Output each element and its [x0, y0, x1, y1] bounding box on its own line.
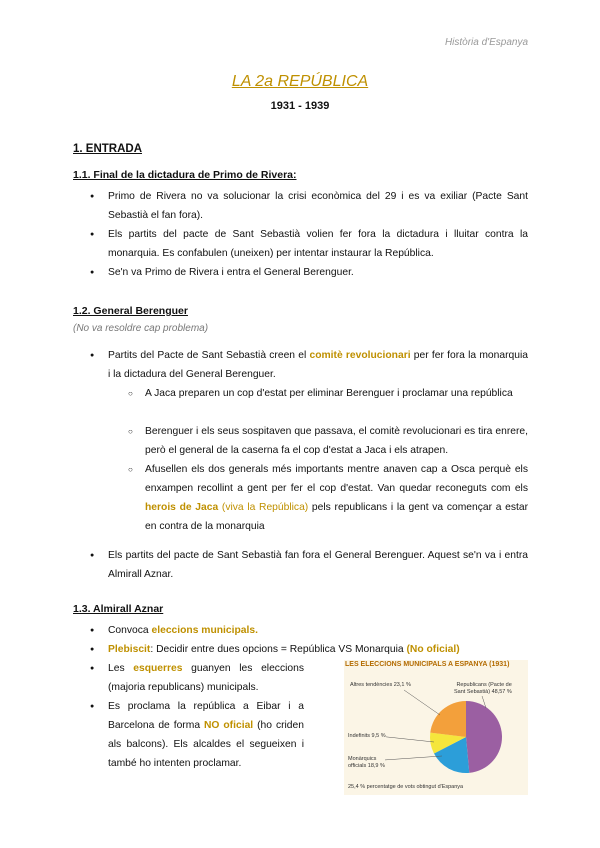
document-years: 1931 - 1939	[270, 100, 330, 112]
highlight: eleccions municipals.	[151, 625, 258, 636]
chart-title: LES ELECCIONS MUNICIPALS A ESPANYA (1931)	[345, 661, 510, 668]
bullet-item: ● Les esquerres guanyen les eleccions (majoria republicans) municipals.	[108, 659, 304, 697]
slice-label: Republicans (Pacte de Sant Sebastià) 48,57 %	[454, 682, 512, 695]
section-heading-entrada: 1. ENTRADA	[73, 143, 143, 155]
pie-slice-altres	[430, 701, 466, 737]
page-header: Història d'Espanya	[444, 37, 528, 48]
subsection-heading-1-1: 1.1. Final de la dictadura de Primo de Rivera:	[73, 169, 297, 181]
highlight: Plebiscit	[108, 644, 151, 655]
pie-svg	[344, 660, 528, 795]
bullet-item: ● Partits del Pacte de Sant Sebastià creen el comitè revolucionari per fer fora la monarquia i la dictadura del General Berenguer.	[108, 346, 528, 384]
subsection-heading-1-2: 1.2. General Berenguer	[73, 305, 188, 317]
highlight: (No oficial)	[406, 644, 460, 655]
bullet-item: ● Els partits del pacte de Sant Sebastià volien fer fora la dictadura i lluitar contra la monarquia. Es confabulen (uneixen) per intentar instaurar la República.	[108, 225, 528, 263]
sub-bullet-item: ○ Berenguer i els seus sospitaven que passava, el comitè revolucionari es tira enrere, però el general de la caserna fa el cop d'estat a Jaca i els atrapen.	[145, 422, 528, 460]
bullet-item: ● Plebiscit: Decidir entre dues opcions = República VS Monarquia (No oficial)	[108, 640, 528, 659]
bullet-item: ● Se'n va Primo de Rivera i entra el General Berenguer.	[108, 263, 528, 282]
bullet-item: ● Convoca eleccions municipals.	[108, 621, 528, 640]
subsection-heading-1-3: 1.3. Almirall Aznar	[73, 603, 164, 615]
document-title: LA 2a REPÚBLICA	[231, 73, 369, 90]
slice-label: Altres tendències 23,1 %	[350, 682, 411, 688]
highlight: herois de Jaca	[145, 502, 219, 513]
bullet-item: ● Primo de Rivera no va solucionar la crisi econòmica del 29 i es va exiliar (Pacte Sant Sebastià el fan fora).	[108, 187, 528, 225]
label-leader-line	[378, 736, 434, 742]
election-pie-chart	[344, 660, 528, 795]
label-leader-line	[384, 756, 442, 760]
highlight: comitè revolucionari	[309, 350, 411, 361]
highlight: NO oficial	[204, 720, 254, 731]
highlight: esquerres	[133, 663, 183, 674]
bullet-item: ● Els partits del pacte de Sant Sebastià fan fora el General Berenguer. Aquest se'n va i entra Almirall Aznar.	[108, 546, 528, 584]
slice-label: Monàrquics officials 18,9 %	[348, 756, 385, 769]
slice-label: Indefinits 9,5 %	[348, 733, 386, 739]
subsection-note: (No va resoldre cap problema)	[73, 323, 209, 334]
chart-footnote: 25,4 % percentatge de vots obtingut d'Espanya	[348, 784, 464, 790]
sub-bullet-item: ○ Afusellen els dos generals més importants mentre anaven cap a Osca perquè els enxampen recollint a gent per fer el cop d'estat. Van quedar reconeguts com els herois de Jaca (viva la República) pels republicans i la gent va començar a estar en contra de la monarquia	[145, 460, 528, 536]
label-leader-line	[404, 690, 440, 715]
bullet-item: ● Es proclama la república a Eibar i a Barcelona de forma NO oficial (ho criden als balcons). Els alcaldes el segueixen i també ho intenten proclamar.	[108, 697, 304, 773]
pie-slice-republicans	[466, 701, 502, 773]
sub-bullet-item: ○ A Jaca preparen un cop d'estat per eliminar Berenguer i proclamar una república	[145, 384, 528, 403]
